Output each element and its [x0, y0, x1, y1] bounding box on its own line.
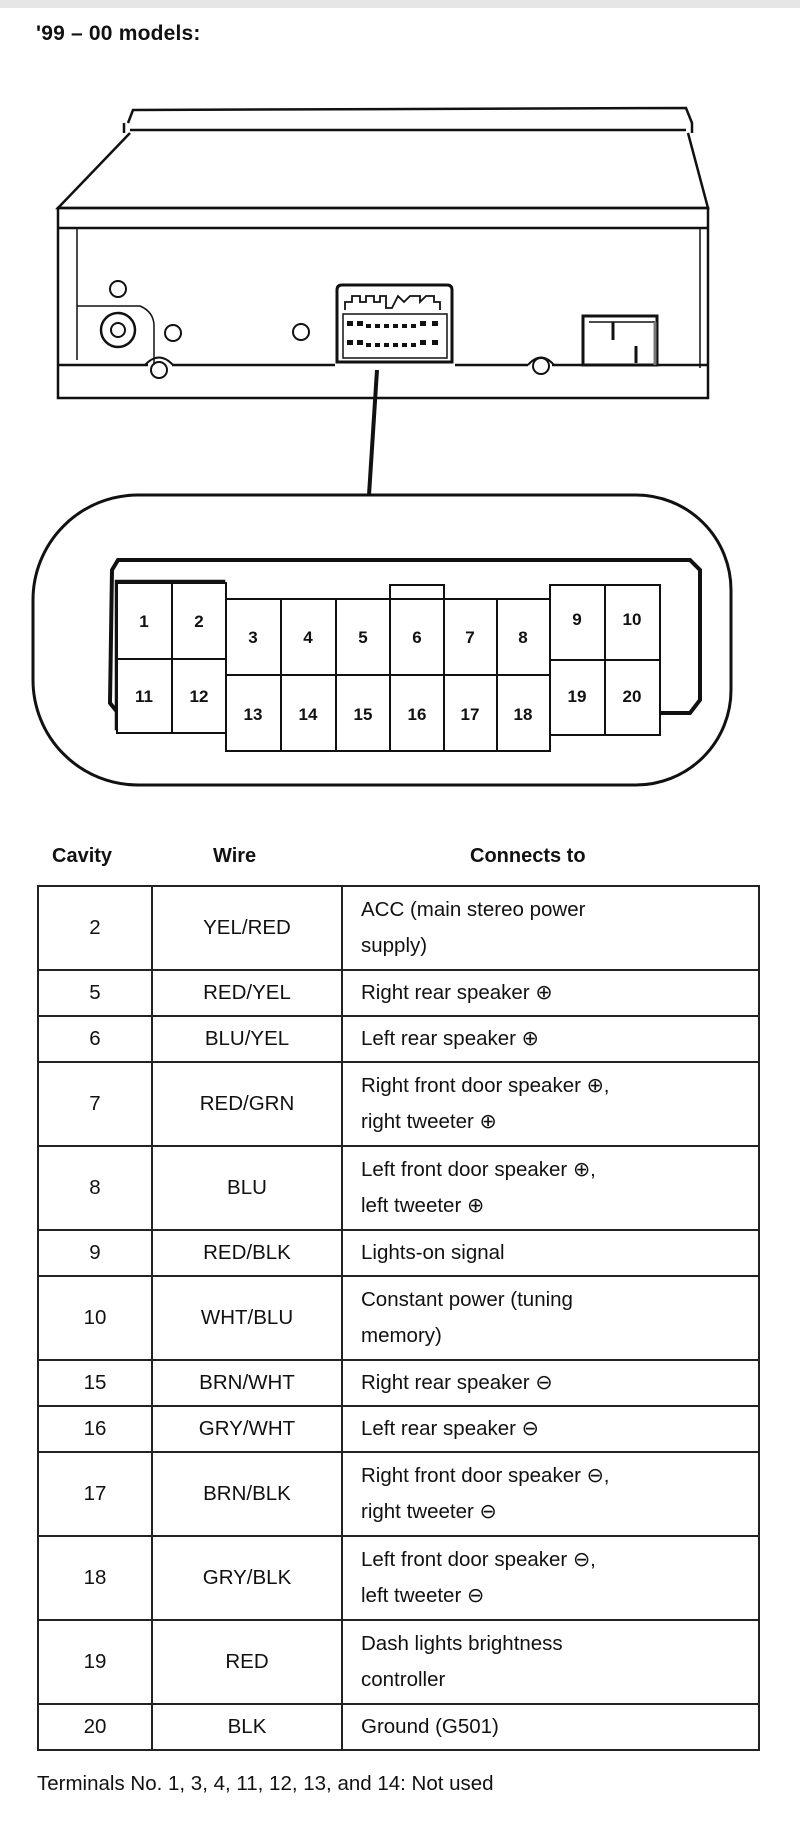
cavity-10: 10 [622, 610, 642, 629]
footnote-unused-terminals: Terminals No. 1, 3, 4, 11, 12, 13, and 14: Not used [37, 1772, 494, 1795]
cavity-cell: 16 [38, 1406, 152, 1452]
table-row [38, 1146, 759, 1230]
connects-to-line-1: Left front door speaker ⊖, [361, 1548, 596, 1571]
cavity-19: 19 [567, 687, 587, 706]
cavity-16: 16 [407, 705, 427, 724]
connects-to-cell [342, 1016, 759, 1062]
connects-to-line-1: Right front door speaker ⊖, [361, 1464, 610, 1487]
connects-to-cell [342, 1062, 759, 1146]
connects-to-line-2: controller [361, 1668, 446, 1691]
connects-to-line-1: Right rear speaker ⊖ [361, 1371, 553, 1394]
cavity-17: 17 [460, 705, 480, 724]
cavity-5: 5 [358, 628, 368, 647]
connects-to-line-2: left tweeter ⊕ [361, 1194, 485, 1217]
table-row [38, 1276, 759, 1360]
connector-cavity-grid [117, 583, 660, 751]
cavity-cell: 2 [38, 886, 152, 970]
socket-pins [347, 321, 438, 347]
table-row [38, 1452, 759, 1536]
table-row [38, 886, 759, 970]
connects-to-cell [342, 1536, 759, 1620]
table-row [38, 1360, 759, 1406]
cavity-6: 6 [412, 628, 422, 647]
connects-to-cell [342, 1704, 759, 1750]
connects-to-cell [342, 1406, 759, 1452]
connects-to-line-1: Left front door speaker ⊕, [361, 1158, 596, 1181]
radio-unit-drawing [58, 108, 708, 398]
cavity-8: 8 [518, 628, 528, 647]
wire-color-cell: WHT/BLU [152, 1276, 342, 1360]
connects-to-line-1: Ground (G501) [361, 1715, 499, 1738]
connects-to-line-1: Dash lights brightness [361, 1632, 563, 1655]
connects-to-line-1: Right front door speaker ⊕, [361, 1074, 610, 1097]
cavity-3: 3 [248, 628, 258, 647]
cavity-7: 7 [465, 628, 475, 647]
connects-to-line-1: Constant power (tuning [361, 1288, 573, 1311]
header-cavity: Cavity [52, 845, 113, 867]
page-title: '99 – 00 models: [36, 22, 201, 45]
connects-to-line-1: Right rear speaker ⊕ [361, 981, 553, 1004]
cavity-cell: 6 [38, 1016, 152, 1062]
cavity-15: 15 [353, 705, 373, 724]
wire-color-cell: BRN/BLK [152, 1452, 342, 1536]
connects-to-cell [342, 1146, 759, 1230]
wire-color-cell: GRY/BLK [152, 1536, 342, 1620]
connects-to-line-2: right tweeter ⊕ [361, 1110, 497, 1133]
cavity-14: 14 [298, 705, 318, 724]
cavity-cell: 15 [38, 1360, 152, 1406]
table-row [38, 1230, 759, 1276]
cavity-cell: 18 [38, 1536, 152, 1620]
connects-to-cell [342, 1276, 759, 1360]
wire-color-cell: RED/BLK [152, 1230, 342, 1276]
connects-to-line-1: Left rear speaker ⊖ [361, 1417, 539, 1440]
connects-to-cell [342, 1452, 759, 1536]
connects-to-cell [342, 1360, 759, 1406]
table-row [38, 1620, 759, 1704]
connects-to-cell [342, 1230, 759, 1276]
table-row [38, 1704, 759, 1750]
cavity-12: 12 [189, 687, 209, 706]
connects-to-cell [342, 886, 759, 970]
connector-diagram [0, 0, 800, 810]
connects-to-line-1: Left rear speaker ⊕ [361, 1027, 539, 1050]
wire-color-cell: RED/YEL [152, 970, 342, 1016]
table-row [38, 1016, 759, 1062]
leader-line [369, 370, 377, 495]
cavity-cell: 9 [38, 1230, 152, 1276]
table-row [38, 970, 759, 1016]
wire-color-cell: BLU/YEL [152, 1016, 342, 1062]
cavity-cell: 20 [38, 1704, 152, 1750]
cavity-4: 4 [303, 628, 313, 647]
wire-color-cell: BLU [152, 1146, 342, 1230]
wire-color-cell: YEL/RED [152, 886, 342, 970]
connects-to-line-2: left tweeter ⊖ [361, 1584, 485, 1607]
cavity-18: 18 [513, 705, 533, 724]
table-row [38, 1536, 759, 1620]
cavity-13: 13 [243, 705, 263, 724]
cavity-20: 20 [622, 687, 642, 706]
cavity-cell: 10 [38, 1276, 152, 1360]
connects-to-line-1: ACC (main stereo power [361, 898, 586, 921]
cavity-cell: 8 [38, 1146, 152, 1230]
connects-to-cell [342, 1620, 759, 1704]
wire-color-cell: RED [152, 1620, 342, 1704]
connects-to-line-1: Lights-on signal [361, 1241, 505, 1264]
cavity-cell: 17 [38, 1452, 152, 1536]
cavity-cell: 19 [38, 1620, 152, 1704]
cavity-9: 9 [572, 610, 582, 629]
connects-to-line-2: memory) [361, 1324, 442, 1347]
cavity-cell: 7 [38, 1062, 152, 1146]
cavity-2: 2 [194, 612, 204, 631]
table-row [38, 1062, 759, 1146]
wire-color-cell: GRY/WHT [152, 1406, 342, 1452]
cavity-1: 1 [139, 612, 149, 631]
connects-to-line-2: right tweeter ⊖ [361, 1500, 497, 1523]
cavity-11: 11 [135, 687, 153, 706]
table-row [38, 1406, 759, 1452]
wire-table [37, 885, 760, 1751]
wire-color-cell: RED/GRN [152, 1062, 342, 1146]
header-wire: Wire [213, 845, 257, 867]
connects-to-line-2: supply) [361, 934, 428, 957]
cavity-cell: 5 [38, 970, 152, 1016]
wire-color-cell: BRN/WHT [152, 1360, 342, 1406]
wire-color-cell: BLK [152, 1704, 342, 1750]
header-connects-to: Connects to [470, 845, 586, 867]
connects-to-cell [342, 970, 759, 1016]
